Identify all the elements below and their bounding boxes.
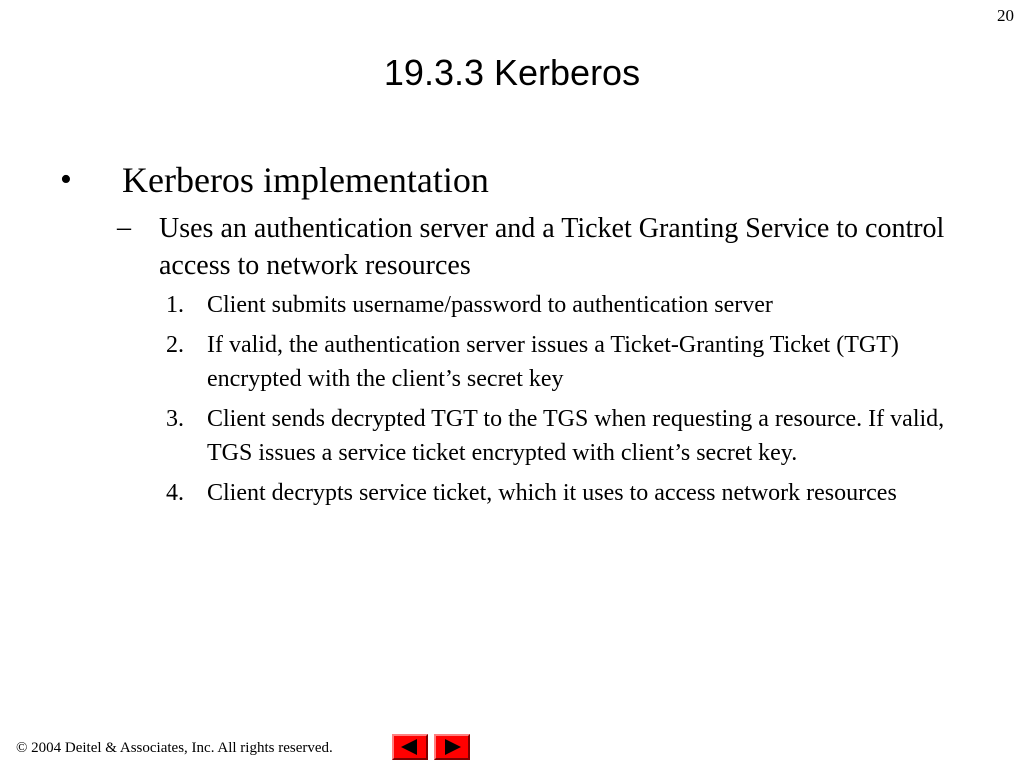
step-number: 3. xyxy=(166,406,184,432)
step-number: 4. xyxy=(166,480,184,506)
step-item xyxy=(0,402,1024,470)
right-arrow-icon xyxy=(436,736,468,758)
next-slide-button[interactable] xyxy=(434,734,470,760)
sub-bullet-item xyxy=(0,210,1024,284)
bullet-item xyxy=(0,158,1024,206)
copyright-footer: © 2004 Deitel & Associates, Inc. All rights reserved. xyxy=(16,740,333,756)
step-item xyxy=(0,328,1024,396)
left-arrow-icon xyxy=(394,736,426,758)
previous-slide-button[interactable] xyxy=(392,734,428,760)
step-text: Client decrypts service ticket, which it uses to access network resources xyxy=(207,480,897,506)
step-number: 2. xyxy=(166,332,184,358)
step-text: Client submits username/password to authentication server xyxy=(207,292,773,318)
sub-bullet-marker: – xyxy=(117,212,131,243)
sub-bullet-text: Uses an authentication server and a Ticket Granting Service to control access to network resources xyxy=(159,213,945,281)
step-number: 1. xyxy=(166,292,184,318)
steps-list xyxy=(0,288,1024,510)
bullet-marker: • xyxy=(60,161,72,198)
bullet-text: Kerberos implementation xyxy=(122,160,489,200)
slide-title: 19.3.3 Kerberos xyxy=(383,52,641,93)
step-item xyxy=(0,288,1024,322)
step-text: If valid, the authentication server issues a Ticket-Granting Ticket (TGT) encrypted with the client’s secret key xyxy=(207,332,899,392)
step-text: Client sends decrypted TGT to the TGS when requesting a resource. If valid, TGS issues a service ticket encrypted with client’s secret key. xyxy=(207,406,945,466)
step-item xyxy=(0,476,1024,510)
slide-content xyxy=(0,158,1024,516)
page-number: 20 xyxy=(997,6,1014,25)
